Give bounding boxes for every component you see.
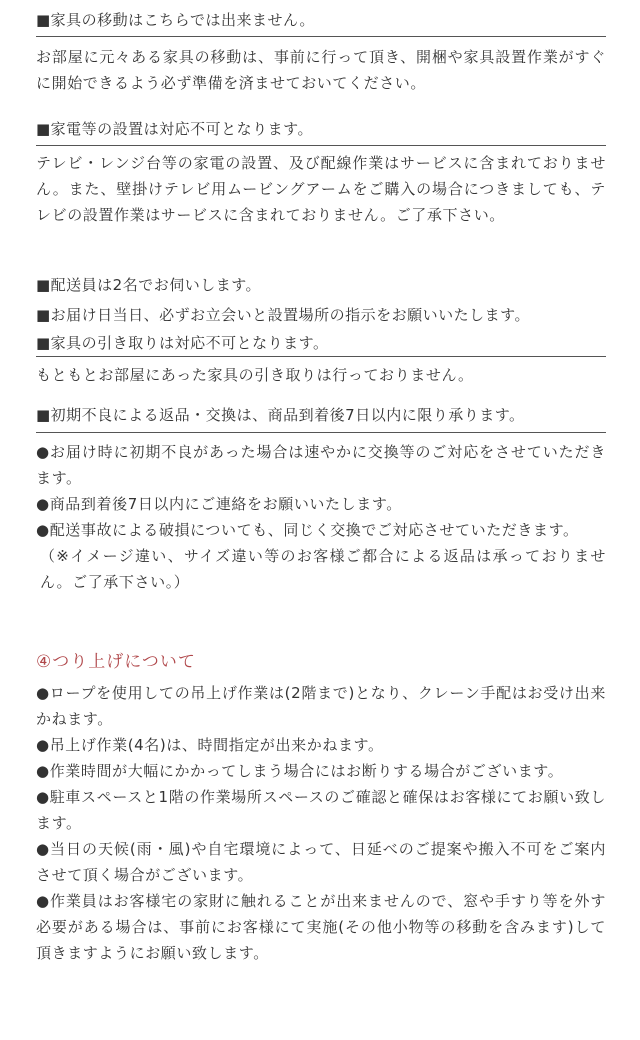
list-item: ●商品到着後7日以内にご連絡をお願いいたします。 — [36, 495, 402, 513]
notice-heading-furniture-pickup: ■家具の引き取りは対応不可となります。 — [36, 334, 329, 352]
list-item: ●作業時間が大幅にかかってしまう場合にはお断りする場合がございます。 — [36, 762, 564, 780]
list-item: ●駐車スペースと1階の作業場所スペースのご確認と確保はお客様にてお願い致します。 — [36, 788, 606, 832]
notice-heading-attendance: ■お届け日当日、必ずお立会いと設置場所の指示をお願いいたします。 — [36, 306, 530, 324]
list-item: ●当日の天候(雨・風)や自宅環境によって、日延べのご提案や搬入不可をご案内させて頂く場合がございます。 — [36, 840, 606, 884]
divider — [36, 36, 606, 37]
notice-heading-appliance-installation: ■家電等の設置は対応不可となります。 — [36, 120, 313, 138]
paragraph: もともとお部屋にあった家具の引き取りは行っておりません。 — [36, 366, 474, 384]
notice-heading-returns: ■初期不良による返品・交換は、商品到着後7日以内に限り承ります。 — [36, 406, 525, 424]
hoisting-list — [36, 680, 606, 966]
list-item: ●吊上げ作業(4名)は、時間指定が出来かねます。 — [36, 736, 384, 754]
paragraph: お部屋に元々ある家具の移動は、事前に行って頂き、開梱や家具設置作業がすぐに開始できるよう必ず準備を済ませておいてください。 — [36, 48, 606, 92]
notice-body-furniture-pickup — [36, 362, 606, 388]
list-item: ●ロープを使用しての吊上げ作業は(2階まで)となり、クレーン手配はお受け出来かねます。 — [36, 684, 606, 728]
notice-body-appliance-installation — [36, 150, 606, 228]
notice-heading-furniture-moving: ■家具の移動はこちらでは出来ません。 — [36, 11, 315, 29]
returns-list — [36, 439, 606, 595]
notice-body-furniture-moving — [36, 44, 606, 96]
divider — [36, 145, 606, 146]
divider — [36, 432, 606, 433]
list-item: ●作業員はお客様宅の家財に触れることが出来ませんので、窓や手すり等を外す必要がある場合は、事前にお客様にて実施(その他小物等の移動を含みます)して頂きますようにお願い致します。 — [36, 892, 606, 962]
section-title-hoisting: ④つり上げについて — [36, 652, 196, 672]
divider — [36, 356, 606, 357]
list-item: ●お届け時に初期不良があった場合は速やかに交換等のご対応をさせていただきます。 — [36, 443, 606, 487]
list-item: （※イメージ違い、サイズ違い等のお客様ご都合による返品は承っておりません。ご了承下さい。） — [40, 547, 606, 591]
list-item: ●配送事故による破損についても、同じく交換でご対応させていただきます。 — [36, 521, 579, 539]
notice-heading-two-staff: ■配送員は2名でお伺いします。 — [36, 276, 262, 294]
paragraph: テレビ・レンジ台等の家電の設置、及び配線作業はサービスに含まれておりません。また、壁掛けテレビ用ムービングアームをご購入の場合につきましても、テレビの設置作業はサービスに含まれておりません。ご了承下さい。 — [36, 154, 606, 224]
